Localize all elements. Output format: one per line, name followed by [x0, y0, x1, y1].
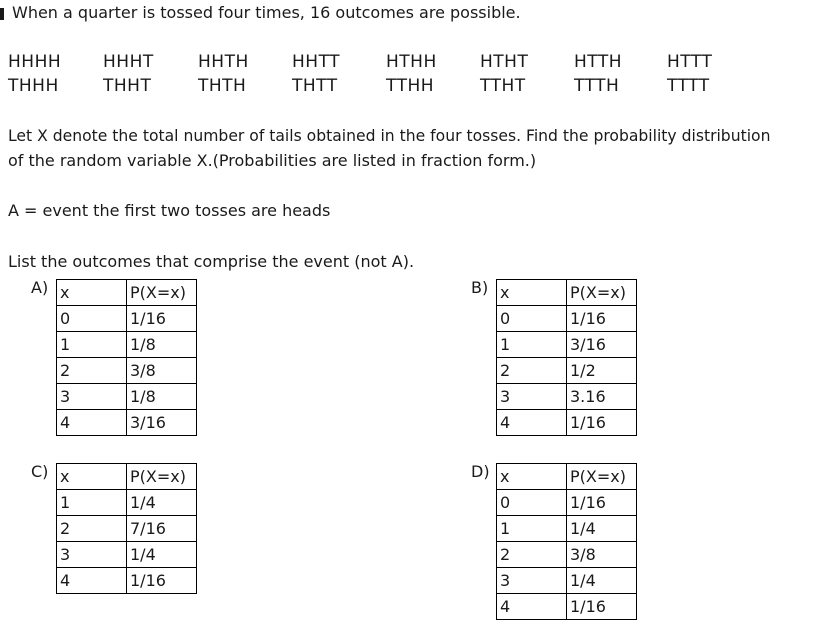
outcome: HHHH — [8, 52, 62, 72]
cell-p: 3/16 — [127, 410, 197, 436]
cell-x: 0 — [57, 306, 127, 332]
cell-p: 1/8 — [127, 332, 197, 358]
outcome: TTHT — [480, 76, 526, 96]
cell-x: 4 — [57, 568, 127, 594]
table-row — [497, 594, 637, 620]
header-x: x — [497, 464, 567, 490]
table-row — [57, 306, 197, 332]
table-row — [497, 568, 637, 594]
outcome: HTTT — [667, 52, 713, 72]
outcome: HHHT — [103, 52, 154, 72]
header-x: x — [57, 280, 127, 306]
option-c-table[interactable] — [56, 463, 197, 594]
header-x: x — [497, 280, 567, 306]
outcome: THHT — [103, 76, 152, 96]
cell-p: 3/16 — [567, 332, 637, 358]
outcome: TTTT — [667, 76, 710, 96]
cell-x: 3 — [497, 568, 567, 594]
cell-p: 1/4 — [127, 490, 197, 516]
cell-p: 1/8 — [127, 384, 197, 410]
cell-p: 3/8 — [127, 358, 197, 384]
outcome: THTT — [292, 76, 338, 96]
cell-p: 1/16 — [127, 306, 197, 332]
outcome: THTH — [198, 76, 247, 96]
option-b-table[interactable] — [496, 279, 637, 436]
table-row — [497, 384, 637, 410]
question-intro: When a quarter is tossed four times, 16 outcomes are possible. — [12, 3, 521, 22]
cell-p: 1/4 — [567, 516, 637, 542]
outcome: TTTH — [574, 76, 620, 96]
option-a-label[interactable]: A) — [31, 278, 49, 297]
table-row — [57, 516, 197, 542]
cell-x: 2 — [497, 358, 567, 384]
table-row — [57, 568, 197, 594]
outcome: HTHH — [386, 52, 437, 72]
cell-p: 1/16 — [567, 594, 637, 620]
cell-x: 1 — [57, 332, 127, 358]
table-row — [57, 410, 197, 436]
cell-x: 1 — [497, 332, 567, 358]
table-row — [57, 332, 197, 358]
cell-x: 2 — [57, 516, 127, 542]
option-d-table[interactable] — [496, 463, 637, 620]
option-b-label[interactable]: B) — [471, 278, 489, 297]
cell-x: 4 — [57, 410, 127, 436]
table-row — [497, 358, 637, 384]
header-p: P(X=x) — [127, 280, 197, 306]
table-header-row — [57, 464, 197, 490]
cell-p: 3/8 — [567, 542, 637, 568]
header-x: x — [57, 464, 127, 490]
table-row — [57, 358, 197, 384]
cell-x: 4 — [497, 410, 567, 436]
cell-p: 1/4 — [567, 568, 637, 594]
cell-p: 7/16 — [127, 516, 197, 542]
cell-x: 2 — [497, 542, 567, 568]
table-header-row — [497, 280, 637, 306]
table-row — [497, 542, 637, 568]
table-header-row — [497, 464, 637, 490]
table-row — [57, 490, 197, 516]
cell-x: 0 — [497, 306, 567, 332]
table-row — [497, 490, 637, 516]
question-prompt-line-1: Let X denote the total number of tails obtained in the four tosses. Find the probability distribution — [8, 127, 771, 145]
cell-p: 1/2 — [567, 358, 637, 384]
cell-x: 0 — [497, 490, 567, 516]
question-marker — [0, 8, 4, 20]
cell-x: 3 — [57, 542, 127, 568]
cell-p: 1/4 — [127, 542, 197, 568]
table-row — [497, 410, 637, 436]
table-row — [57, 384, 197, 410]
cell-p: 1/16 — [567, 410, 637, 436]
outcome: HHTT — [292, 52, 341, 72]
table-row — [497, 516, 637, 542]
cell-x: 4 — [497, 594, 567, 620]
cell-p: 1/16 — [127, 568, 197, 594]
cell-p: 3.16 — [567, 384, 637, 410]
question-prompt-line-2: of the random variable X.(Probabilities are listed in fraction form.) — [8, 151, 537, 170]
cell-x: 3 — [497, 384, 567, 410]
cell-p: 1/16 — [567, 490, 637, 516]
event-definition: A = event the first two tosses are heads — [8, 201, 331, 220]
outcome: THHH — [8, 76, 59, 96]
option-d-label[interactable]: D) — [471, 462, 490, 481]
option-c-label[interactable]: C) — [31, 462, 49, 481]
cell-x: 1 — [497, 516, 567, 542]
outcome: HTHT — [480, 52, 529, 72]
outcome: HTTH — [574, 52, 623, 72]
table-row — [57, 542, 197, 568]
header-p: P(X=x) — [567, 280, 637, 306]
cell-p: 1/16 — [567, 306, 637, 332]
outcome: HHTH — [198, 52, 249, 72]
cell-x: 1 — [57, 490, 127, 516]
option-a-table[interactable] — [56, 279, 197, 436]
cell-x: 3 — [57, 384, 127, 410]
header-p: P(X=x) — [127, 464, 197, 490]
table-header-row — [57, 280, 197, 306]
table-row — [497, 332, 637, 358]
list-prompt: List the outcomes that comprise the event (not A). — [8, 252, 415, 271]
header-p: P(X=x) — [567, 464, 637, 490]
outcome: TTHH — [386, 76, 435, 96]
table-row — [497, 306, 637, 332]
cell-x: 2 — [57, 358, 127, 384]
